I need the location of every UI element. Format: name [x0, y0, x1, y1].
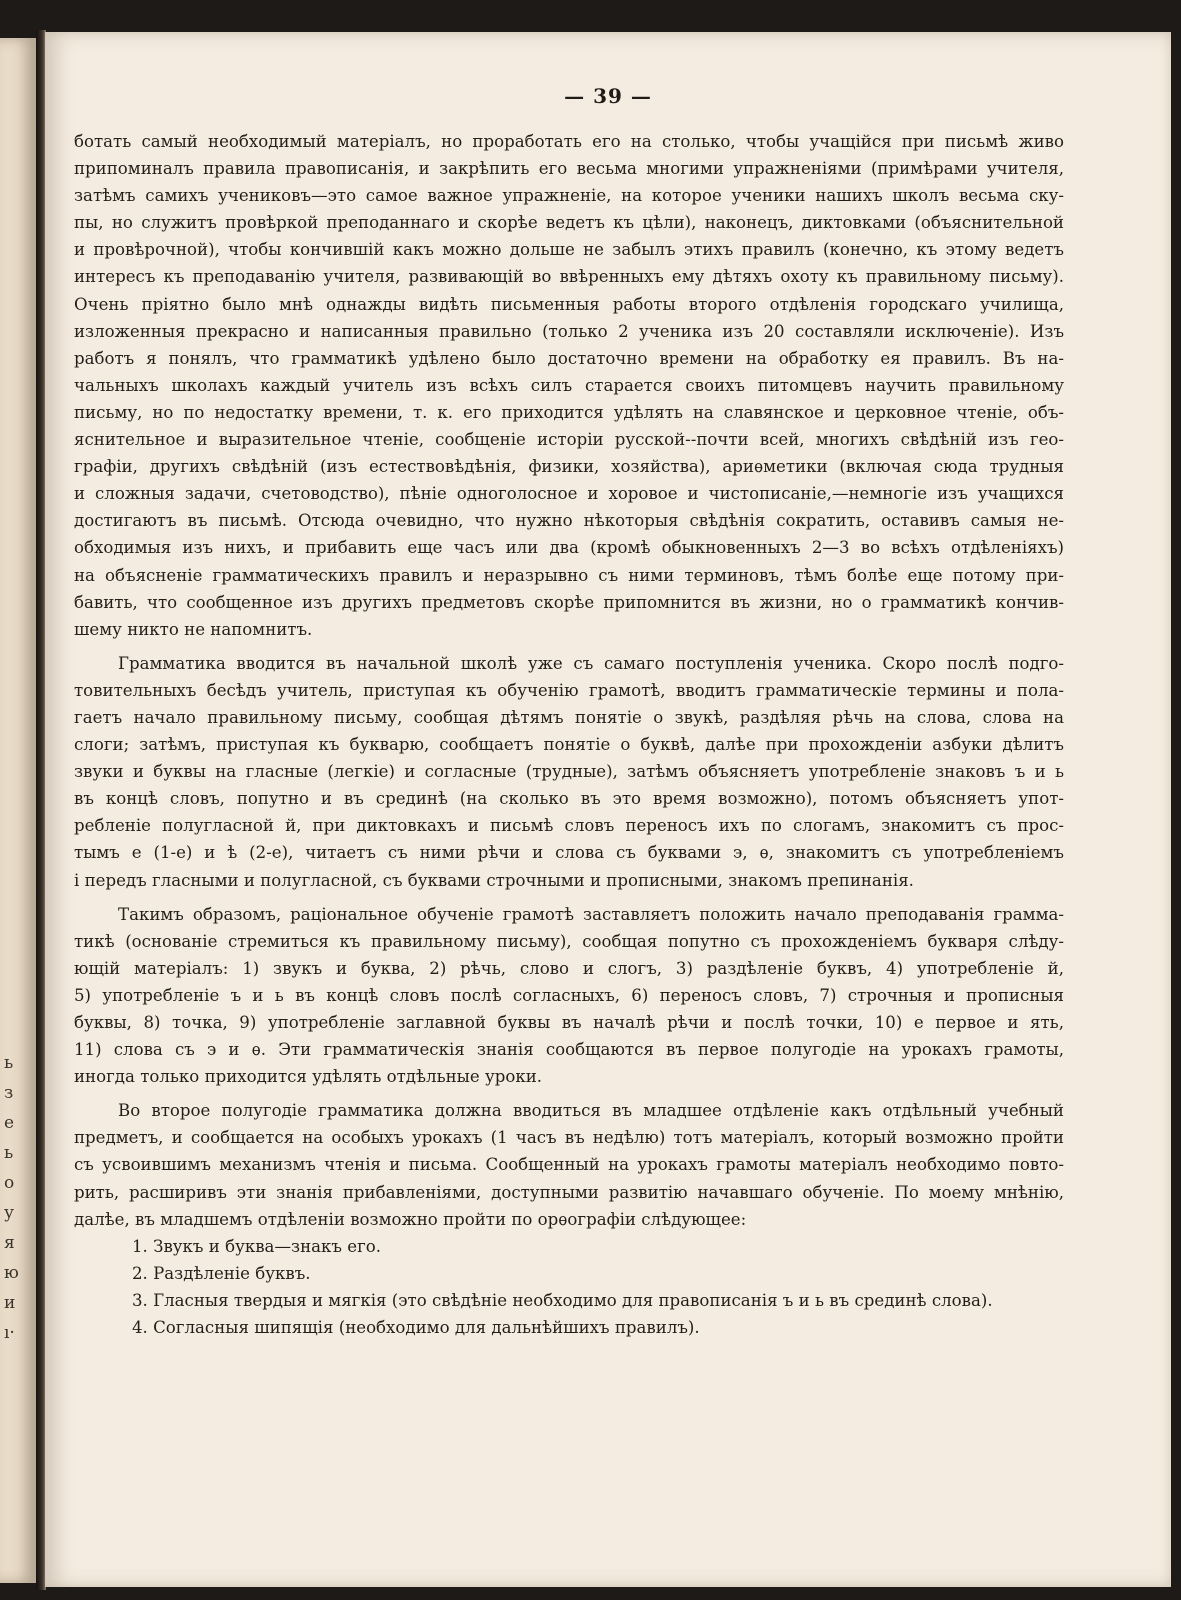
list-item: 3. Гласныя твердыя и мягкія (это свѣдѣніе необходимо для правописанія ъ и ь въ срединѣ слова). [132, 1290, 993, 1310]
text-line: затѣмъ самихъ учениковъ—это самое важное упражненіе, на которое ученики нашихъ школъ весьма ску- [74, 186, 1064, 206]
text-line: буквы, 8) точка, 9) употребленіе заглавной буквы въ началѣ рѣчи и послѣ точки, 10) е первое и ять, [74, 1013, 1064, 1032]
text-line: обходимыя изъ нихъ, и прибавить еще часъ или два (кромѣ обыкновенныхъ 2—3 во всѣхъ отдѣленіяхъ) [74, 538, 1064, 558]
text-line: шему никто не напомнитъ. [74, 619, 313, 639]
text-line: письму, но по недостатку времени, т. к. его приходится удѣлять на славянское и церковное чтеніе, объ- [74, 402, 1064, 422]
list-item: 4. Согласныя шипящія (необходимо для дальнѣйшихъ правилъ). [132, 1318, 700, 1338]
page-number: — 39 — [564, 84, 652, 108]
text-line: предметъ, и сообщается на особыхъ урокахъ (1 часъ въ недѣлю) тотъ матеріалъ, который возможно пройти [74, 1128, 1064, 1148]
book-page [45, 32, 1171, 1587]
text-line: на объясненіе грамматическихъ правилъ и неразрывно съ ними терминовъ, тѣмъ болѣе еще потому при- [74, 565, 1064, 585]
text-line: припоминалъ правила правописанія, и закрѣпить его весьма многими упражненіями (примѣрами учителя, [74, 159, 1064, 179]
text-line: тикѣ (основаніе стремиться къ правильному письму), сообщая попутно съ прохожденіемъ букваря слѣду- [74, 931, 1064, 951]
text-line: чальныхъ школахъ каждый учитель изъ всѣхъ силъ старается своихъ питомцевъ научить правильному [74, 375, 1064, 395]
text-line: товительныхъ бесѣдъ учитель, приступая къ обученію грамотѣ, вводитъ грамматическіе термины и пола- [74, 680, 1064, 700]
text-line: изложенныя прекрасно и написанныя правильно (только 2 ученика изъ 20 составляли исключеніе). Изъ [74, 321, 1064, 341]
list-item: 2. Раздѣленіе буквъ. [132, 1263, 311, 1283]
text-line: съ усвоившимъ механизмъ чтенія и письма. Сообщенный на урокахъ грамоты матеріалъ необходимо повто- [74, 1155, 1064, 1175]
paragraph-3 [74, 901, 1064, 1091]
left-fragment: ь [4, 1053, 14, 1073]
text-line: далѣе, въ младшемъ отдѣленіи возможно пройти по орѳографіи слѣдующее: [74, 1209, 747, 1229]
left-fragment: ı· [4, 1323, 15, 1343]
text-line: Во второе полугодіе грамматика должна вводиться въ младшее отдѣленіе какъ отдѣльный учебный [118, 1101, 1064, 1121]
left-fragment: у [4, 1203, 15, 1223]
text-line: 5) употребленіе ъ и ь въ концѣ словъ послѣ согласныхъ, 6) переносъ словъ, 7) строчныя и прописныя [74, 985, 1064, 1005]
left-fragment: е [4, 1113, 15, 1133]
text-line: яснительное и выразительное чтеніе, сообщеніе исторіи русской--почти всей, многихъ свѣдѣній изъ гео- [74, 430, 1064, 450]
text-line: Такимъ образомъ, раціональное обученіе грамотѣ заставляетъ положить начало преподаванія грамма- [118, 904, 1064, 924]
text-line: графіи, другихъ свѣдѣній (изъ естествовѣдѣнія, физики, хозяйства), ариѳметики (включая сюда трудныя [74, 457, 1064, 477]
text-line: Очень пріятно было мнѣ однажды видѣть письменныя работы второго отдѣленія городскаго училища, [74, 294, 1064, 314]
text-line: бавить, что сообщенное изъ другихъ предметовъ скорѣе припомнится въ жизни, но о грамматикѣ кончив- [74, 592, 1064, 612]
text-line: гаетъ начало правильному письму, сообщая дѣтямъ понятіе о звукѣ, раздѣляя рѣчь на слова, слова на [74, 707, 1064, 727]
text-line: і передъ гласными и полугласной, съ буквами строчными и прописными, знакомъ препинанія. [74, 870, 914, 890]
left-fragment: з [4, 1083, 14, 1103]
text-line: звуки и буквы на гласные (легкіе) и согласные (трудные), затѣмъ объясняетъ употребленіе знаковъ ъ и ь [74, 762, 1064, 782]
text-line: и сложныя задачи, счетоводство), пѣніе одноголосное и хоровое и чистописаніе,—немногіе изъ учащихся [74, 484, 1064, 504]
left-fragment: о [4, 1173, 15, 1193]
text-line: ребленіе полугласной й, при диктовкахъ и письмѣ словъ переносъ ихъ по слогамъ, знакомитъ съ прос- [74, 816, 1064, 836]
left-page-text-fragments [4, 1048, 30, 1348]
paragraph-1 [74, 128, 1064, 643]
text-line: рить, расширивъ эти знанія прибавленіями, доступными развитію начавшаго обученіе. По моему мнѣнію, [74, 1182, 1064, 1202]
text-line: достигаютъ въ письмѣ. Отсюда очевидно, что нужно нѣкоторыя свѣдѣнія сократить, оставивъ самыя не- [74, 511, 1064, 531]
text-line: въ концѣ словъ, попутно и въ срединѣ (на сколько въ это время возможно), потомъ объясняетъ упот- [74, 789, 1064, 809]
left-fragment: я [4, 1233, 15, 1253]
text-line: интересъ къ преподаванію учителя, развивающій во ввѣренныхъ ему дѣтяхъ охоту къ правильному письму). [74, 267, 1064, 287]
text-line: слоги; затѣмъ, приступая къ букварю, сообщаетъ понятіе о буквѣ, далѣе при прохожденіи азбуки дѣлитъ [74, 735, 1064, 755]
text-line: иногда только приходится удѣлять отдѣльные уроки. [74, 1067, 543, 1087]
paragraph-4 [74, 1097, 1064, 1232]
text-line: ботать самый необходимый матеріалъ, но проработать его на столько, чтобы учащійся при письмѣ живо [74, 132, 1064, 151]
text-line: Грамматика вводится въ начальной школѣ уже съ самаго поступленія ученика. Скоро послѣ подго- [118, 653, 1064, 673]
left-page-edge [0, 38, 36, 1583]
text-line: тымъ е (1-е) и ѣ (2-е), читаетъ съ ними рѣчи и слова съ буквами э, ѳ, знакомитъ съ употребленіемъ [74, 843, 1064, 863]
text-line: пы, но служитъ провѣркой преподаннаго и скорѣе ведетъ къ цѣли), наконецъ, диктовками (объяснительной [74, 213, 1064, 233]
text-line: и провѣрочной), чтобы кончившій какъ можно дольше не забылъ этихъ правилъ (конечно, къ этому ведетъ [74, 240, 1064, 260]
text-line: 11) слова съ э и ѳ. Эти грамматическія знанія сообщаются въ первое полугодіе на урокахъ грамоты, [74, 1040, 1064, 1060]
left-fragment: ю [4, 1263, 19, 1283]
page-text-body [74, 128, 1064, 1341]
left-fragment: и [4, 1293, 16, 1313]
text-line: ющій матеріалъ: 1) звукъ и буква, 2) рѣчь, слово и слогъ, 3) раздѣленіе буквъ, 4) употребленіе й, [74, 958, 1064, 978]
list-item: 1. Звукъ и буква—знакъ его. [132, 1236, 382, 1256]
left-fragment: ь [4, 1143, 14, 1163]
numbered-list [74, 1233, 1064, 1341]
paragraph-2 [74, 650, 1064, 894]
text-line: работъ я понялъ, что грамматикѣ удѣлено было достаточно времени на обработку ея правилъ. Въ на- [74, 348, 1064, 368]
